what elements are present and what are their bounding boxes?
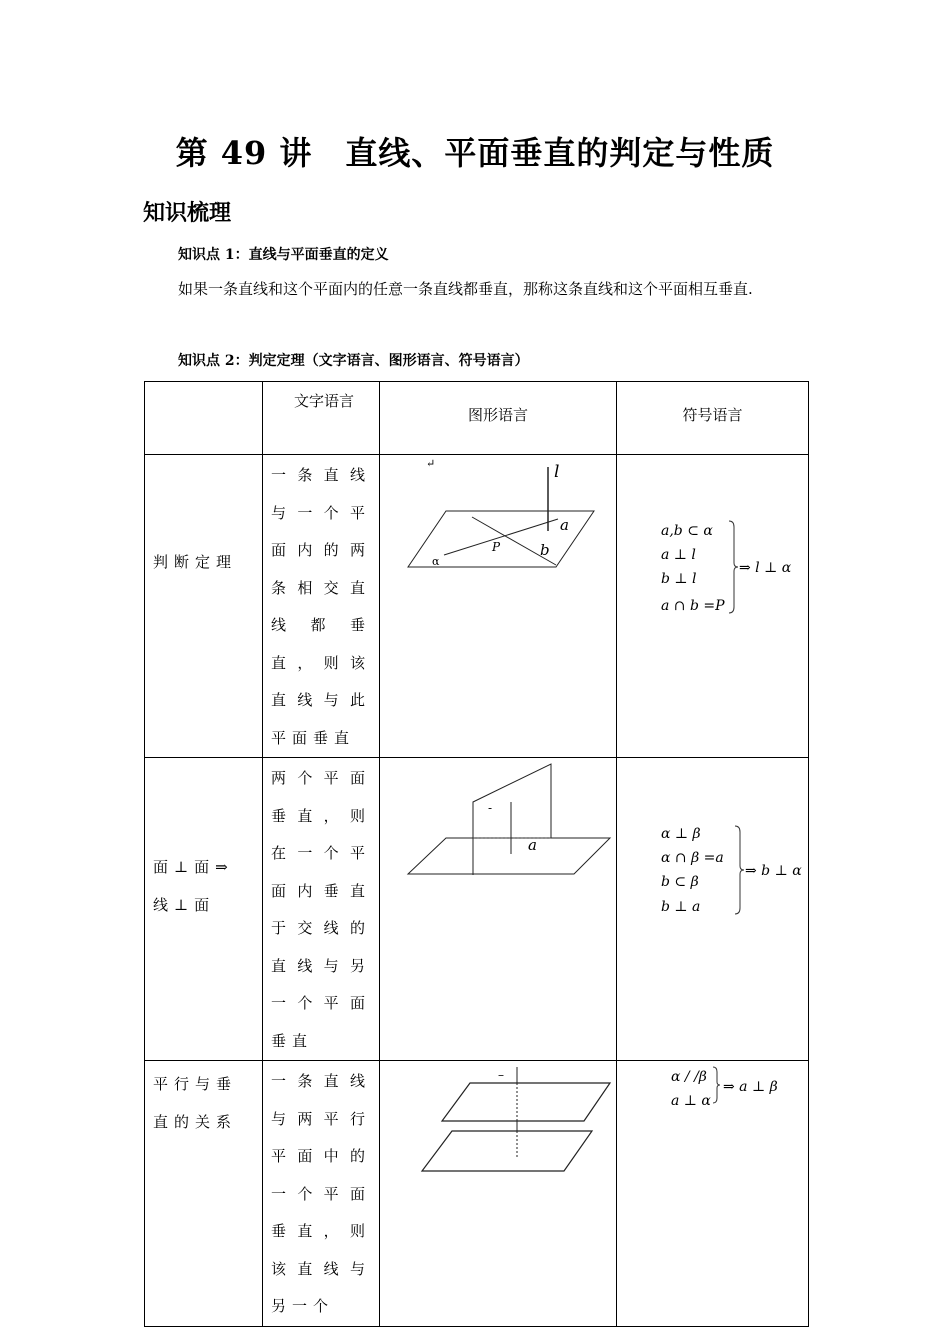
label-l: l (554, 462, 560, 482)
section-heading: 知识梳理 (143, 201, 232, 226)
header-text-language: 文字语言 (263, 382, 380, 455)
label-a: a (528, 836, 537, 854)
row-figure (380, 1061, 617, 1327)
parallel-planes-figure (380, 1061, 616, 1181)
row-symbol (617, 455, 809, 758)
symbol-block (617, 455, 808, 635)
knowledge-point-1-body (143, 270, 808, 308)
right-brace-icon (729, 521, 738, 613)
row-figure (380, 455, 617, 758)
row-label: 判断定理 (145, 455, 263, 758)
label-a: a (560, 516, 569, 534)
table-row (145, 758, 809, 1061)
right-brace-icon (735, 826, 744, 914)
plane-plane-perpendicular-figure (380, 758, 616, 898)
premise-2: a ⊥ l (661, 547, 696, 563)
header-figure-language: 图形语言 (380, 382, 617, 455)
symbol-block (617, 758, 808, 938)
table-row (145, 455, 809, 758)
label-alpha: α (432, 555, 440, 568)
header-empty-cell (145, 382, 263, 455)
paragraph-mark: ↵ (426, 457, 436, 470)
label-P: P (492, 540, 501, 554)
label-b: b (540, 541, 550, 559)
line-plane-perpendicular-figure (380, 455, 616, 595)
row-label: 面⊥面⇒线⊥面 (145, 758, 263, 1061)
premise-1: α ⊥ β (661, 826, 701, 842)
conclusion: ⇒ a ⊥ β (723, 1079, 778, 1095)
row-text: 一条直线与一个平面内的两条相交直线都垂直，则该直线与此平面垂直 (263, 455, 380, 758)
premise-3: b ⊂ β (661, 874, 699, 890)
conclusion: ⇒ l ⊥ α (739, 560, 792, 576)
conclusion: ⇒ b ⊥ α (745, 863, 802, 879)
dash-mark: - (488, 801, 493, 815)
plane-alpha (408, 838, 610, 874)
premise-4: a ∩ b =P (661, 598, 725, 614)
kp1-body-text: 如果一条直线和这个平面内的任意一条直线都垂直，那称这条直线和这个平面相互垂直. (178, 280, 753, 298)
plane-beta (422, 1131, 592, 1171)
premise-3: b ⊥ l (661, 571, 697, 587)
knowledge-point-2-title: 知识点 2：判定定理（文字语言、图形语言、符号语言） (178, 353, 529, 369)
knowledge-point-1-title: 知识点 1：直线与平面垂直的定义 (178, 247, 389, 263)
right-brace-icon (713, 1067, 720, 1103)
row-symbol (617, 758, 809, 1061)
table-header-row (145, 382, 809, 455)
page-title: 第 49 讲 直线、平面垂直的判定与性质 (175, 134, 775, 172)
dash-mark: – (498, 1068, 504, 1082)
premise-2: α ∩ β =a (661, 850, 724, 866)
row-text: 两个平面垂直，则在一个平面内垂直于交线的直线与另一个平面垂直 (263, 758, 380, 1061)
row-symbol (617, 1061, 809, 1327)
plane-beta (473, 764, 551, 875)
row-label: 平行与垂直的关系 (145, 1061, 263, 1327)
premise-2: a ⊥ α (671, 1093, 711, 1109)
premise-1: a,b ⊂ α (661, 523, 713, 539)
row-figure (380, 758, 617, 1061)
premise-4: b ⊥ a (661, 899, 701, 915)
theorem-table (144, 381, 809, 1327)
plane-alpha (442, 1083, 610, 1121)
symbol-block (617, 1061, 808, 1121)
table-row (145, 1061, 809, 1327)
premise-1: α / /β (671, 1069, 707, 1085)
row-text: 一条直线与两平行平面中的一个平面垂直，则该直线与另一个 (263, 1061, 380, 1327)
header-symbol-language: 符号语言 (617, 382, 809, 455)
